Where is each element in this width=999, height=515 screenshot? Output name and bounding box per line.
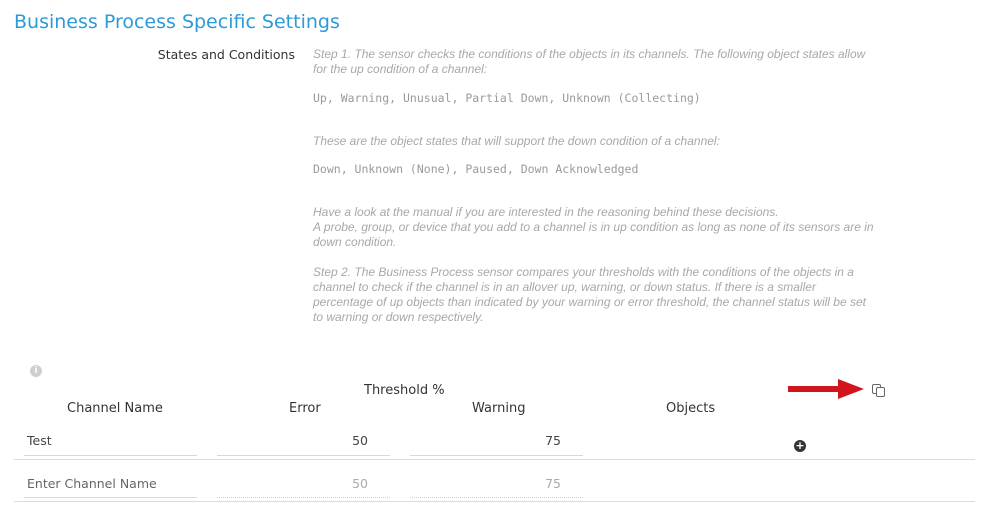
- new-channel-name-underline: [24, 497, 197, 498]
- help-manual-line2: A probe, group, or device that you add to a channel is in up condition as long as none of its sensors are in down condition.: [313, 220, 874, 249]
- row-divider: [14, 459, 975, 460]
- help-up-states: Up, Warning, Unusual, Partial Down, Unknown (Collecting): [313, 91, 701, 105]
- new-warning-threshold-input[interactable]: 75: [545, 476, 561, 491]
- channel-name-input-underline: [24, 455, 197, 456]
- help-down-states: Down, Unknown (None), Paused, Down Acknowledged: [313, 162, 639, 176]
- objects-header: Objects: [666, 401, 716, 416]
- warning-input-underline: [410, 455, 583, 456]
- help-manual-line1: Have a look at the manual if you are interested in the reasoning behind these decisions.: [313, 205, 779, 219]
- new-warning-input-underline: [410, 497, 583, 498]
- new-error-input-underline: [217, 497, 390, 498]
- copy-icon[interactable]: [871, 383, 887, 398]
- plus-circle-icon[interactable]: +: [795, 439, 805, 452]
- red-arrow-annotation: [788, 378, 868, 400]
- error-header: Error: [289, 401, 321, 416]
- row-divider-bottom: [14, 501, 975, 502]
- help-down-intro: These are the object states that will support the down condition of a channel:: [313, 134, 720, 148]
- new-channel-name-input[interactable]: Enter Channel Name: [27, 476, 157, 491]
- help-step1: Step 1. The sensor checks the conditions of the objects in its channels. The following object states allow for the up condition of a channel:: [313, 47, 866, 76]
- info-icon[interactable]: i: [30, 365, 42, 377]
- channel-name-header: Channel Name: [67, 401, 163, 416]
- section-title: Business Process Specific Settings: [14, 11, 340, 33]
- states-conditions-label: States and Conditions: [157, 47, 295, 62]
- warning-header: Warning: [472, 401, 526, 416]
- help-step2: Step 2. The Business Process sensor compares your thresholds with the conditions of the objects in a channel to check if the channel is in an allover up, warning, or down status. If there is a smaller percentage of up objects than indicated by your warning or error threshold, the channel status will be set to warning or down respectively.: [313, 265, 866, 324]
- warning-threshold-input[interactable]: 75: [545, 433, 561, 448]
- new-error-threshold-input[interactable]: 50: [352, 476, 368, 491]
- channel-name-input[interactable]: Test: [27, 433, 52, 448]
- error-threshold-input[interactable]: 50: [352, 433, 368, 448]
- threshold-header: Threshold %: [364, 383, 445, 398]
- error-input-underline: [217, 455, 390, 456]
